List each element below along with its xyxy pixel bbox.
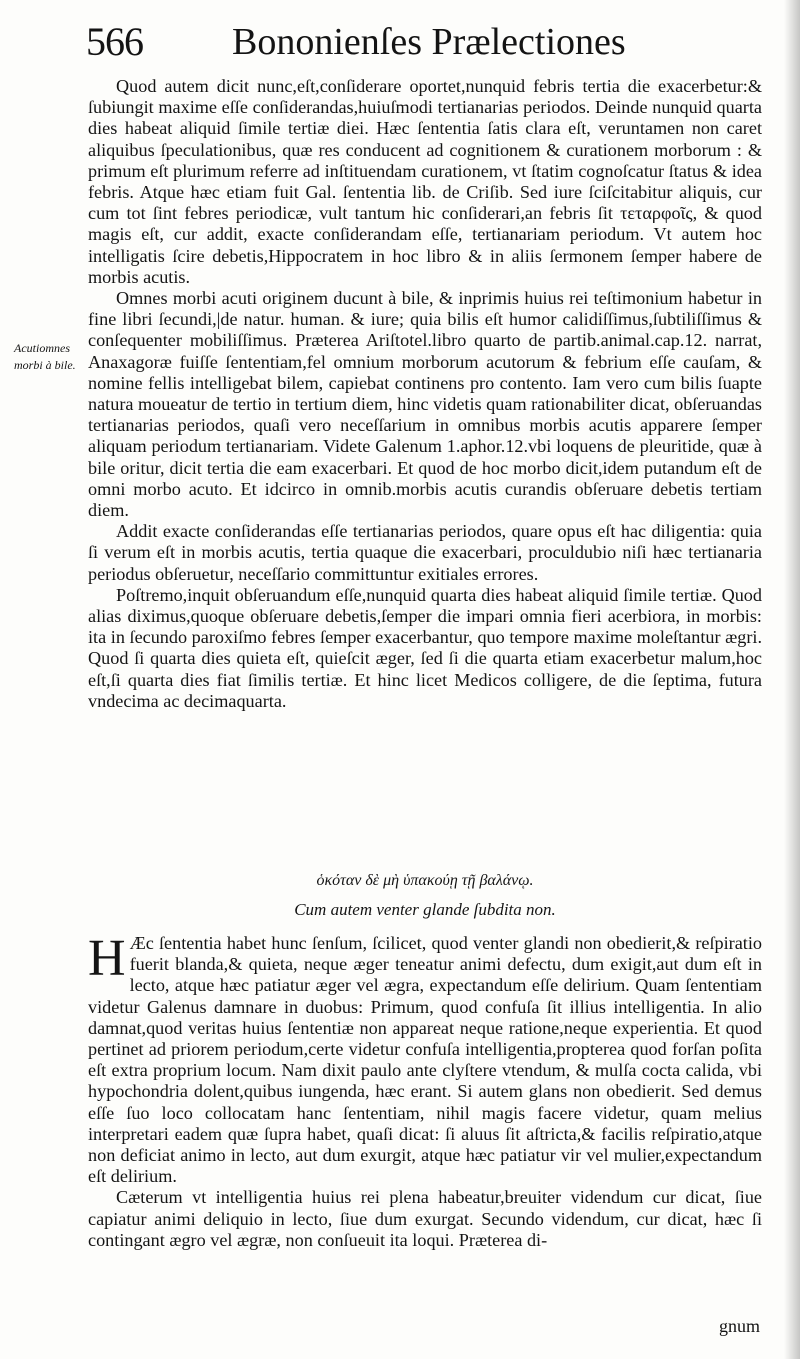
latin-lemma: Cum autem venter glande ſubdita non. (294, 900, 556, 919)
margin-note: Acutiomnes morbi à bile. (14, 341, 76, 372)
catchword: gnum (718, 1316, 760, 1336)
paragraph: Addit exacte conſiderandas eſſe tertianarias periodos, quare opus eſt hac diligentia: quia ſi verum eſt in morbis acutis, tertia quaque die exacerbari, proculdubio niſi hæc tertianaria periodus obſeruetur, neceſſario committuntur exitiales errores. (88, 521, 762, 584)
paragraph-text: Æc ſententia habet hunc ſenſum, ſcilicet, quod venter glandi non obedierit,& reſpiratio fuerit blanda,& quieta, neque æger teneatur animi defectu, dum exigit,aut dum eſt in lecto, atque hæc patiatur æger vel ægra, expectandum eſſe delirium. Quam ſententiam videtur Galenus damnare in duobus: Primum, quod confuſa ſit illius intelligentia. In alio damnat,quod veritas huius ſententiæ non appareat neque ratione,neque experientia. Et quod pertinet ad priorem periodum,certe videtur confuſa intelligentia,propterea quod forſan poſita eſt extra proprium locum. Nam dixit paulo ante clyſtere vtendum, & mulſa cocta calida, vbi hypochondria dolent,quibus iungenda, hæc erant. Si autem glans non obedierit. Sed demus eſſe ſuo loco collocatam hanc ſententiam, nihil magis facere videtur, quam melius interpretari eadem quæ ſupra habet, quaſi dicat: ſi aluus ſit aſtricta,& facilis reſpiratio,atque non deficiat animo in lecto, aut dum exurgit, atque hæc patiatur vir vel mulier,expectandum eſt delirium. (88, 933, 762, 1187)
commentary-section-2 (88, 930, 762, 1251)
commentary-section-1 (88, 76, 762, 712)
page-number: 566 (86, 19, 143, 64)
paragraph: Cæterum vt intelligentia huius rei plena habeatur,breuiter videndum cur dicat, ſiue capiatur animi deliquio in lecto, ſiue dum exurgat. Secundo videndum, cur dicat, hæc ſi contingant ægro vel ægræ, non conſueuit ita loqui. Præterea di- (88, 1187, 762, 1250)
paragraph (88, 930, 762, 1187)
paragraph: Quod autem dicit nunc,eſt,conſiderare oportet,nunquid febris tertia die exacerbetur:& ſubiungit maxime eſſe conſiderandas,huiuſmodi tertianarias periodos. Deinde nunquid quarta dies habeat aliquid ſimile tertiæ diei. Hæc ſententia ſatis clara eſt, veruntamen non caret aliquibus ſpeculationibus, quæ res conducent ad cognitionem & curationem morborum : & primum eſt plurimum referre ad inſtituendam curationem, vt ſtatim cognoſcatur ſtatus & idea febris. Atque hæc etiam fuit Gal. ſententia lib. de Criſib. Sed iure ſciſcitabitur aliquis, cur cum tot ſint febres periodicæ, vult tantum hic conſiderari,an febris ſit τεταρφοῖς, & quod magis eſt, cur addit, exacte conſiderandam eſſe, tertianariam periodum. Vt autem hoc intelligatis ſcire debetis,Hippocratem in hoc libro & in aliis ſermonem ſemper habere de morbis acutis. (88, 76, 762, 287)
drop-cap: H (88, 930, 126, 987)
greek-lemma: ὁκόταν δὲ μὴ ὑπακούῃ τῇ βαλάνῳ. (316, 872, 534, 889)
running-title: Bononienſes Prælectiones (232, 21, 626, 63)
paragraph: Omnes morbi acuti originem ducunt à bile, & inprimis huius rei teſtimonium habetur in fine libri ſecundi,|de natur. human. & iure; quia bilis eſt humor calidiſſimus,ſubtiliſſimus & conſequenter mobiliſſimus. Præterea Ariſtotel.libro quarto de partib.animal.cap.12. narrat, Anaxagoræ fuiſſe ſententiam,fel omnium morborum acutorum & febrium eſſe cauſam, & nomine fellis intelligebat bilem, capiebat continens pro contento. Iam vero cum bilis ſuapte natura moueatur de tertio in tertium diem, hinc videtis quam rationabiliter dicat, obſeruandas tertianarias periodos, quaſi vero neceſſarium in omnibus morbis acutis apparere ſemper aliquam periodum tertianariam. Videte Galenum 1.aphor.12.vbi loquens de pleuritide, quæ à bile oritur, dicit tertia die eam exacerbari. Et quod de hoc morbo dicit,idem putandum eſt de omni morbo acuto. Et idcirco in omnib.morbis acutis curandis obſeruare debetis tertiam diem. (88, 288, 762, 521)
page-header (86, 18, 746, 68)
paragraph: Poſtremo,inquit obſeruandum eſſe,nunquid quarta dies habeat aliquid ſimile tertiæ. Quod alias diximus,quoque obſeruare debetis,ſemper die impari omnia fieri acerbiora, in morbis: ita in ſecundo paroxiſmo febres ſemper exacerbantur, quo tempore maxime moleſtantur ægri. Quod ſi quarta dies quieta eſt, quieſcit æger, ſed ſi die quarta etiam exacerbetur malum,hoc eſt,ſi quarta dies fiat ſimilis tertiæ. Et hinc licet Medicos colligere, de die ſeptima, futura vndecima ac decimaquarta. (88, 584, 762, 711)
page-edge-shadow (784, 0, 800, 1359)
